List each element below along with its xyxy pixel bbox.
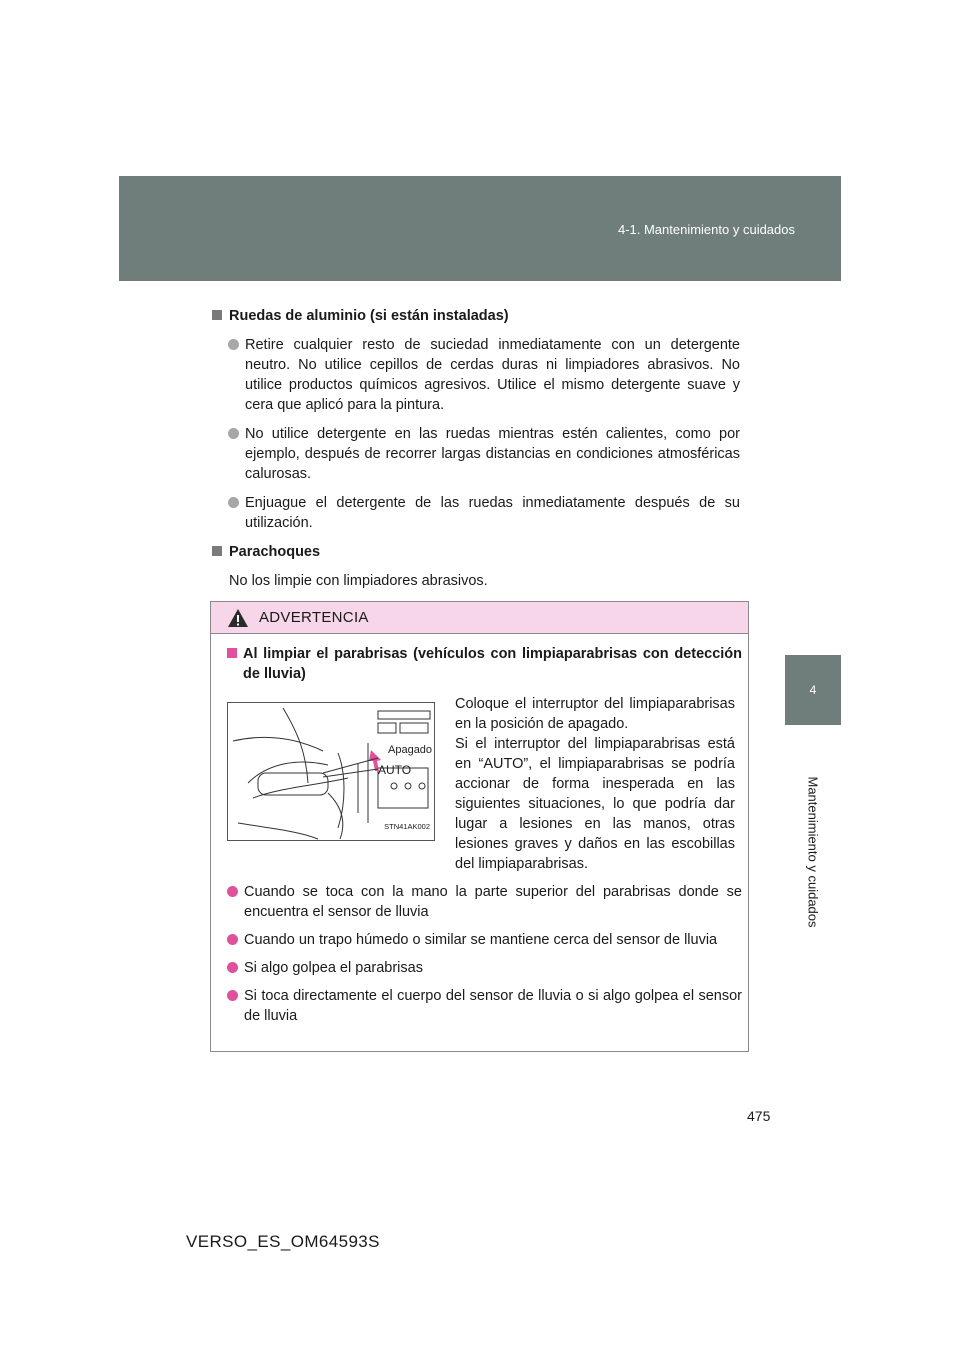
circle-bullet-icon xyxy=(227,934,238,945)
figure-code: STN41AK002 xyxy=(384,822,430,831)
section-text: No los limpie con limpiadores abrasivos. xyxy=(229,573,488,589)
warning-list-item: Cuando un trapo húmedo o similar se mantiene cerca del sensor de lluvia xyxy=(227,930,742,950)
header-band xyxy=(119,176,841,281)
circle-bullet-icon xyxy=(227,962,238,973)
chapter-title: 4-1. Mantenimiento y cuidados xyxy=(617,222,795,237)
list-item: Retire cualquier resto de suciedad inmediatamente con un detergente neutro. No utilice cepillos de cerdas duras ni limpiadores abrasivos. No utilice productos químicos agresivos. Utilice el mismo detergente suave y cera que aplicó para la pintura. xyxy=(228,335,740,415)
figure-row xyxy=(227,694,742,874)
warning-triangle-icon xyxy=(227,608,249,628)
main-content xyxy=(212,306,740,600)
warning-list-item: Cuando se toca con la mano la parte superior del parabrisas donde se encuentra el sensor de lluvia xyxy=(227,882,742,922)
section-title-wheels: Ruedas de aluminio (si están instaladas) xyxy=(212,306,740,326)
circle-bullet-icon xyxy=(228,428,239,439)
label-auto: AUTO xyxy=(378,763,412,777)
warning-heading: ADVERTENCIA xyxy=(259,609,369,626)
warning-box xyxy=(210,601,749,1052)
warning-body xyxy=(211,634,748,1026)
chapter-tab: 4 xyxy=(785,655,841,725)
chapter-side-label: Mantenimiento y cuidados xyxy=(805,776,821,928)
warning-title: Al limpiar el parabrisas (vehículos con limpiaparabrisas con detección de lluvia) xyxy=(227,644,742,684)
square-bullet-icon xyxy=(212,546,222,556)
figure-caption: Coloque el interruptor del limpiaparabrisas en la posición de apagado. Si el interruptor del limpiaparabrisas está en “AUTO”, el limpiaparabrisas se podría accionar de forma inesperada en las siguientes situaciones, lo que podría dar lugar a lesiones en las manos, otras lesiones graves y daños en las escobillas del limpiaparabrisas. xyxy=(455,696,735,872)
square-bullet-icon xyxy=(212,310,222,320)
section-title-bumpers: Parachoques xyxy=(212,542,740,562)
list-item: Enjuague el detergente de las ruedas inmediatamente después de su utilización. xyxy=(228,493,740,533)
page-number: 475 xyxy=(747,1108,771,1124)
list-item: No utilice detergente en las ruedas mientras estén calientes, como por ejemplo, después de recorrer largas distancias en condiciones atmosféricas calurosas. xyxy=(228,424,740,484)
circle-bullet-icon xyxy=(227,886,238,897)
warning-header xyxy=(211,602,748,634)
document-code: VERSO_ES_OM64593S xyxy=(186,1232,380,1251)
circle-bullet-icon xyxy=(227,990,238,1001)
warning-list-item: Si algo golpea el parabrisas xyxy=(227,958,742,978)
circle-bullet-icon xyxy=(228,339,239,350)
wiper-switch-illustration xyxy=(227,702,435,841)
label-off: Apagado xyxy=(388,744,433,756)
square-bullet-icon xyxy=(227,648,237,658)
warning-list-item: Si toca directamente el cuerpo del sensor de lluvia o si algo golpea el sensor de lluvia xyxy=(227,986,742,1026)
circle-bullet-icon xyxy=(228,497,239,508)
